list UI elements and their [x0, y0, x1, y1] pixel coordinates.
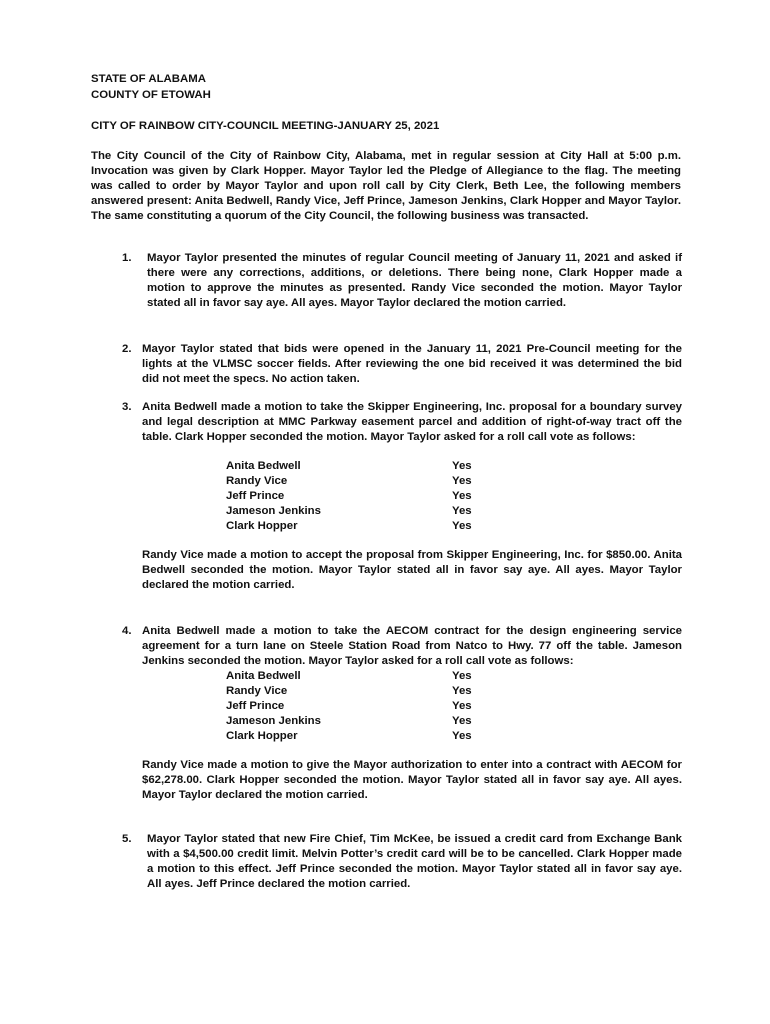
item-text: Anita Bedwell made a motion to take the Skipper Engineering, Inc. proposal for a boundary survey and legal description at MMC Parkway easement parcel and addition of right-of-way tract off the table. Clark Hopper seconded the motion. Mayor Taylor asked for a roll call vote as follows:: [142, 401, 682, 443]
roll-call-row: [226, 684, 682, 699]
member-vote: Yes: [452, 490, 472, 502]
roll-call-row: [226, 459, 682, 474]
member-vote: Yes: [452, 670, 472, 682]
roll-call-row: [226, 519, 682, 534]
roll-call-row: [226, 729, 682, 744]
member-name: Anita Bedwell: [226, 670, 301, 682]
roll-call-table: [226, 669, 682, 744]
roll-call-row: [226, 699, 682, 714]
item-number: 5.: [122, 833, 132, 845]
member-name: Clark Hopper: [226, 520, 298, 532]
member-name: Jameson Jenkins: [226, 505, 321, 517]
member-vote: Yes: [452, 730, 472, 742]
member-vote: Yes: [452, 460, 472, 472]
state-heading: STATE OF ALABAMA: [91, 73, 206, 85]
member-vote: Yes: [452, 520, 472, 532]
agenda-item-2: [122, 342, 682, 387]
member-name: Randy Vice: [226, 475, 288, 487]
follow-up-motion: Randy Vice made a motion to give the Mayor authorization to enter into a contract with AECOM for $62,278.00. Clark Hopper seconded the motion. Mayor Taylor stated all in favor say aye. All ayes. Mayor Taylor declared the motion carried.: [142, 759, 682, 801]
roll-call-row: [226, 489, 682, 504]
member-vote: Yes: [452, 700, 472, 712]
item-number: 3.: [122, 401, 132, 413]
member-vote: Yes: [452, 715, 472, 727]
roll-call-row: [226, 714, 682, 729]
agenda-item-4: [122, 624, 682, 803]
member-vote: Yes: [452, 475, 472, 487]
member-name: Jameson Jenkins: [226, 715, 321, 727]
member-name: Jeff Prince: [226, 700, 285, 712]
member-vote: Yes: [452, 505, 472, 517]
member-name: Randy Vice: [226, 685, 288, 697]
intro-paragraph: The City Council of the City of Rainbow City, Alabama, met in regular session at City Hall at 5:00 p.m. Invocation was given by Clark Hopper. Mayor Taylor led the Pledge of Allegiance to the flag. The meeting was called to order by Mayor Taylor and upon roll call by City Clerk, Beth Lee, the following members answered present: Anita Bedwell, Randy Vice, Jeff Prince, Jameson Jenkins, Clark Hopper and Mayor Taylor. The same constituting a quorum of the City Council, the following business was transacted.: [91, 150, 681, 222]
item-text: Mayor Taylor stated that new Fire Chief, Tim McKee, be issued a credit card from Exchange Bank with a $4,500.00 credit limit. Melvin Potter’s credit card will be to be cancelled. Clark Hopper made a motion to this effect. Jeff Prince seconded the motion. Mayor Taylor stated all in favor say aye. All ayes. Jeff Prince declared the motion carried.: [147, 833, 682, 890]
item-text: Mayor Taylor stated that bids were opened in the January 11, 2021 Pre-Council meeting for the lights at the VLMSC soccer fields. After reviewing the one bid received it was determined the bid did not meet the specs. No action taken.: [142, 343, 682, 385]
follow-up-motion: Randy Vice made a motion to accept the proposal from Skipper Engineering, Inc. for $850.00. Anita Bedwell seconded the motion. Mayor Taylor stated all in favor say aye. All ayes. Mayor Taylor declared the motion carried.: [142, 549, 682, 591]
agenda-item-3: [122, 400, 682, 593]
item-number: 4.: [122, 625, 132, 637]
member-vote: Yes: [452, 685, 472, 697]
member-name: Clark Hopper: [226, 730, 298, 742]
member-name: Jeff Prince: [226, 490, 285, 502]
roll-call-table: [226, 459, 682, 534]
item-number: 2.: [122, 343, 132, 355]
item-text: Anita Bedwell made a motion to take the AECOM contract for the design engineering service agreement for a turn lane on Steele Station Road from Natco to Hwy. 77 off the table. Jameson Jenkins seconded the motion. Mayor Taylor asked for a roll call vote as follows:: [142, 625, 682, 667]
item-text: Mayor Taylor presented the minutes of regular Council meeting of January 11, 2021 and asked if there were any corrections, additions, or deletions. There being none, Clark Hopper made a motion to approve the minutes as presented. Randy Vice seconded the motion. Mayor Taylor stated all in favor say aye. All ayes. Mayor Taylor declared the motion carried.: [147, 252, 682, 309]
agenda-item-5: [122, 832, 682, 892]
county-heading: COUNTY OF ETOWAH: [91, 89, 211, 101]
meeting-title: CITY OF RAINBOW CITY-COUNCIL MEETING-JANUARY 25, 2021: [91, 120, 440, 132]
agenda-item-1: [122, 251, 682, 311]
roll-call-row: [226, 474, 682, 489]
item-number: 1.: [122, 252, 132, 264]
roll-call-row: [226, 504, 682, 519]
member-name: Anita Bedwell: [226, 460, 301, 472]
roll-call-row: [226, 669, 682, 684]
